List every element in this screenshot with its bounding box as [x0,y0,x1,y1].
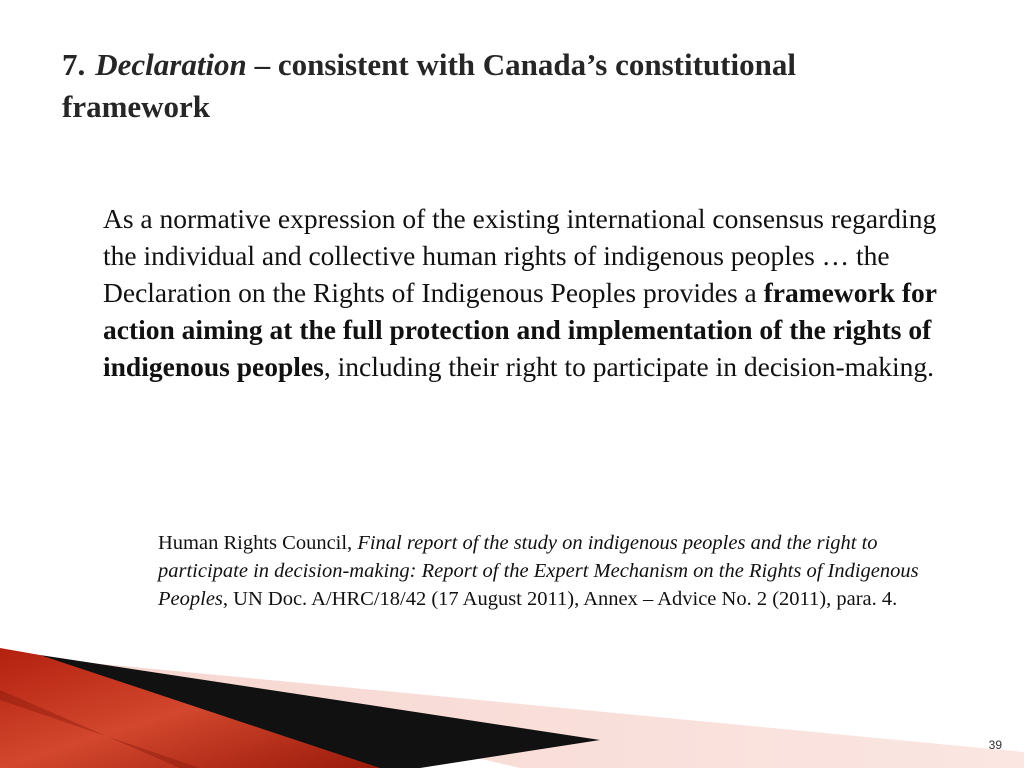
title-italic: Declaration [95,47,247,82]
title-number: 7. [62,47,86,82]
title-rest: – consistent with Canada’s constitutional framework [62,47,796,124]
citation-suffix: , UN Doc. A/HRC/18/42 (17 August 2011), Annex – Advice No. 2 (2011), para. 4. [222,588,898,610]
citation-italic: Final report of the study on indigenous peoples and the right to participate in decision-making: Report of the Expert Mechanism on the Rights of Indigenous Peoples [158,532,919,610]
quote-part-2: , including their right to participate in decision-making. [323,351,935,382]
citation-prefix: Human Rights Council, [158,532,358,554]
page-number: 39 [988,738,1002,752]
quote-bold: framework for action aiming at the full protection and implementation of the rights of indigenous peoples [103,277,937,382]
quote-part-1: As a normative expression of the existing international consensus regarding the individual and collective human rights of indigenous peoples … the Declaration on the Rights of Indigenous Peoples provides a [103,203,937,308]
